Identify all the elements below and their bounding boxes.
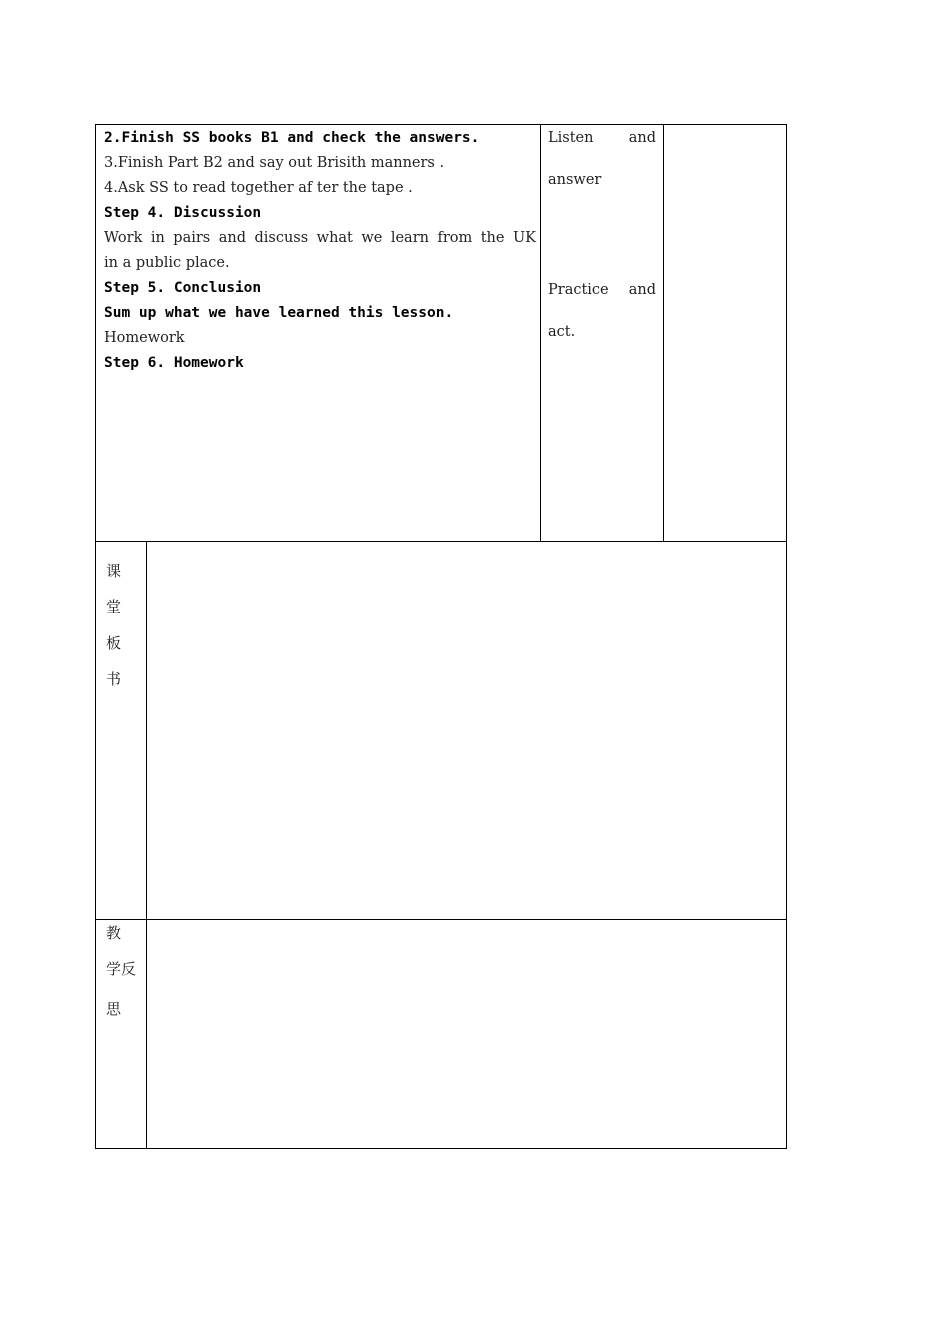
label-char: 课	[106, 562, 122, 580]
label-char: 板	[106, 634, 122, 652]
procedure-line: 4.Ask SS to read together af ter the tape .	[104, 180, 413, 196]
column-divider-activity	[540, 124, 541, 542]
label-column-divider	[146, 541, 147, 1149]
table-row-divider-1	[95, 541, 787, 542]
table-left-border	[95, 124, 96, 1149]
label-char: 书	[106, 670, 122, 688]
activity-line: Practice and	[548, 282, 656, 298]
activity-line: answer	[548, 172, 602, 188]
label-char: 教	[106, 924, 122, 942]
activity-line: act.	[548, 324, 576, 340]
label-char: 学反	[106, 960, 137, 978]
table-top-border	[95, 124, 787, 125]
procedure-line: 3.Finish Part B2 and say out Brisith manners .	[104, 155, 445, 171]
procedure-line: 2.Finish SS books B1 and check the answers.	[104, 130, 480, 146]
table-row-divider-2	[95, 919, 787, 920]
student-activity-block-1	[548, 126, 656, 210]
procedure-line: Sum up what we have learned this lesson.	[104, 305, 454, 321]
procedure-line: Homework	[104, 330, 185, 346]
procedure-line: in a public place.	[104, 255, 230, 271]
procedure-line: Work in pairs and discuss what we learn from the UK	[104, 230, 536, 246]
table-bottom-border	[95, 1148, 787, 1149]
teaching-procedure-cell	[104, 126, 536, 376]
label-char: 思	[106, 1000, 122, 1018]
procedure-step-heading: Step 5. Conclusion	[104, 280, 262, 296]
procedure-step-heading: Step 4. Discussion	[104, 205, 262, 221]
procedure-step-heading: Step 6. Homework	[104, 355, 244, 371]
blackboard-label	[106, 560, 121, 704]
activity-line: Listen and	[548, 130, 656, 146]
student-activity-block-2	[548, 278, 656, 362]
label-char: 堂	[106, 598, 122, 616]
table-right-border	[786, 124, 787, 1149]
column-divider-notes	[663, 124, 664, 542]
reflection-label	[106, 922, 136, 1034]
